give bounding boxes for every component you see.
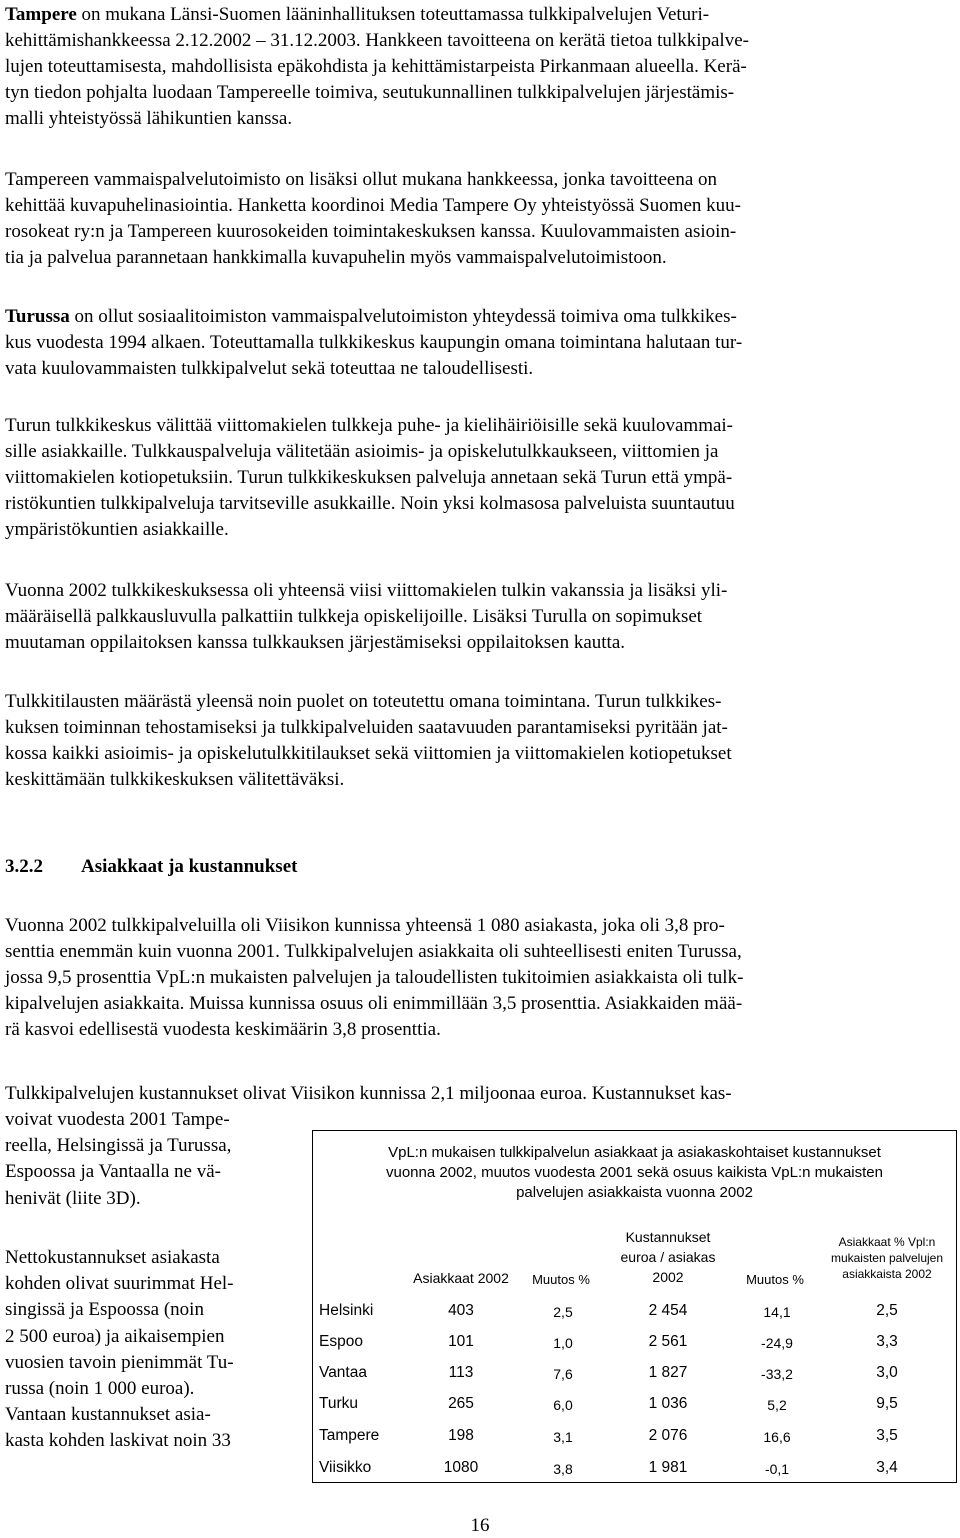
text-line: kus vuodesta 1994 alkaen. Toteuttamalla tulkkikeskus kaupungin omana toimintana halutaan tur- <box>5 332 743 353</box>
cell-kustannukset: 1 827 <box>648 1364 688 1381</box>
cell-osuus: 3,0 <box>876 1364 898 1381</box>
text-line: kossa kaikki asioimis- ja opiskelutulkkitilaukset sekä viittomien ja viittomakielen kotiopetukset <box>5 743 732 764</box>
paragraph-tampere-veturi <box>5 2 950 132</box>
cell-asiakkaat: 113 <box>448 1364 474 1381</box>
text-line: kehittämishankkeessa 2.12.2002 – 31.12.2003. Hankkeen tavoitteena on kerätä tietoa tulkkipalve- <box>5 30 749 51</box>
cell-kustannukset: 2 454 <box>648 1302 688 1319</box>
row-city: Tampere <box>319 1427 380 1444</box>
text-line: senttia enemmän kuin vuonna 2001. Tulkkipalvelujen asiakkaita oli suhteellisesti eniten Turussa, <box>5 941 742 962</box>
cell-asiakkaat: 1080 <box>443 1459 479 1476</box>
header-asiakkaat: Asiakkaat 2002 <box>413 1270 509 1286</box>
text-line: reella, Helsingissä ja Turussa, <box>5 1135 232 1157</box>
paragraph-kuvapuhelin <box>5 167 950 271</box>
row-city: Turku <box>319 1395 359 1412</box>
text-line: Vuonna 2002 tulkkikeskuksessa oli yhteensä viisi viittomakielen tulkin vakanssia ja lisäksi yli- <box>5 580 728 601</box>
header-muutos-1: Muutos % <box>532 1272 590 1287</box>
paragraph-turku-tulkkikeskus <box>5 304 950 382</box>
header-muutos-2: Muutos % <box>746 1272 804 1287</box>
table-caption: VpL:n mukaisen tulkkipalvelun asiakkaat ja asiakaskohtaiset kustannukset vuonna 2002, muutos vuodesta 2001 sekä osuus kaikista VpL:n mukaisten palvelujen asiakkaista vuonna 2002 <box>386 1144 883 1201</box>
text-line: Vuonna 2002 tulkkipalveluilla oli Viisikon kunnissa yhteensä 1 080 asiakasta, joka oli 3,8 pro- <box>5 915 725 936</box>
cell-kustannukset: 1 036 <box>648 1395 688 1412</box>
text-line: viittomakielen kotiopetuksiin. Turun tulkkikeskuksen palveluja annetaan sekä Turun että ympä- <box>5 467 733 488</box>
text-line: Tampere on mukana Länsi-Suomen lääninhallituksen toteuttamassa tulkkipalvelujen Veturi- <box>5 4 710 25</box>
text-line: Tulkkipalvelujen kustannukset olivat Viisikon kunnissa 2,1 miljoonaa euroa. Kustannukset kas- <box>5 1083 732 1104</box>
text-line: Nettokustannukset asiakasta <box>5 1247 220 1268</box>
text-line: kohden olivat suurimmat Hel- <box>5 1273 234 1295</box>
row-city: Vantaa <box>319 1364 367 1381</box>
cell-muutos-1: 3,1 <box>553 1429 573 1445</box>
cell-osuus: 9,5 <box>876 1395 898 1412</box>
text-line: kehittää kuvapuhelinasiointia. Hanketta koordinoi Media Tampere Oy yhteistyössä Suomen kuu- <box>5 195 741 216</box>
cell-muutos-1: 6,0 <box>553 1397 573 1413</box>
page-number: 16 <box>470 1515 490 1536</box>
cell-muutos-2: 5,2 <box>767 1397 787 1413</box>
text-line: Tulkkitilausten määrästä yleensä noin puolet on toteutettu omana toimintana. Turun tulkkikes- <box>5 691 722 712</box>
cell-muutos-1: 2,5 <box>553 1304 573 1320</box>
text-line: Tampereen vammaispalvelutoimisto on lisäksi ollut mukana hankkeessa, jonka tavoitteena on <box>5 169 718 190</box>
text-line: henivät (liite 3D). <box>5 1187 141 1209</box>
text-line: tyn tiedon pohjalta luodaan Tampereelle toimiva, seutukunnallinen tulkkipalvelujen järjestämis- <box>5 82 735 103</box>
cell-muutos-1: 7,6 <box>553 1366 573 1382</box>
paragraph-tulkkitilaukset <box>5 689 950 793</box>
cell-osuus: 3,5 <box>876 1427 898 1444</box>
cell-osuus: 3,4 <box>876 1459 898 1476</box>
cell-muutos-2: -33,2 <box>761 1366 793 1382</box>
paragraph-kustannukset-side <box>5 1107 305 1212</box>
cell-muutos-1: 1,0 <box>553 1335 573 1351</box>
text-line: Turun tulkkikeskus välittää viittomakielen tulkkeja puhe- ja kielihäiriöisille sekä kuulovammai- <box>5 415 734 436</box>
text-line: vuosien tavoin pienimmät Tu- <box>5 1351 234 1373</box>
text-line: rä kasvoi edellisestä vuodesta keskimäärin 3,8 prosenttia. <box>5 1019 441 1040</box>
text-line: Vantaan kustannukset asia- <box>5 1404 211 1426</box>
text-line: sille asiakkaille. Tulkkauspalveluja välitetään asioimis- ja opiskelutulkkaukseen, viittomien ja <box>5 441 719 462</box>
text-line: lujen toteuttamisesta, mahdollisista epäkohdista ja kehittämistarpeista Pirkanmaan alueella. Kerä- <box>5 56 747 77</box>
text-line: russa (noin 1 000 euroa). <box>5 1378 195 1400</box>
cell-asiakkaat: 265 <box>448 1395 474 1412</box>
cell-muutos-2: -24,9 <box>761 1335 793 1351</box>
paragraph-tulkkien-valitys <box>5 413 950 543</box>
clients-costs-table <box>312 1130 957 1483</box>
text-line: kasta kohden laskivat noin 33 <box>5 1430 231 1452</box>
text-line: muutaman oppilaitoksen kanssa tulkkauksen järjestämiseksi oppilaitoksen kautta. <box>5 632 626 653</box>
text-line: ristökuntien tulkkipalveluja tarvitseville asukkaille. Noin yksi kolmasosa palveluista suuntautuu <box>5 493 735 514</box>
text-line: kuksen toiminnan tehostamiseksi ja tulkkipalveluiden saatavuuden parantamiseksi pyritään jat- <box>5 717 728 738</box>
row-city: Helsinki <box>319 1302 374 1319</box>
text-line: Turussa on ollut sosiaalitoimiston vammaispalvelutoimiston yhteydessä toimiva oma tulkkikes- <box>5 306 737 327</box>
header-osuus: Asiakkaat % Vpl:n mukaisten palvelujen asiakkaista 2002 <box>830 1235 944 1281</box>
row-city: Viisikko <box>319 1459 372 1476</box>
paragraph-vakanssit <box>5 578 950 656</box>
text-line: Espoossa ja Vantaalla ne vä- <box>5 1161 221 1183</box>
cell-muutos-2: 14,1 <box>763 1304 791 1320</box>
text-line: rosokeat ry:n ja Tampereen kuurosokeiden toimintakeskuksen kanssa. Kuulovammaisten asioin- <box>5 221 737 242</box>
header-kustannukset: Kustannukset euroa / asiakas 2002 <box>620 1229 716 1285</box>
text-line: määräisellä palkkausluvulla palkattiin tulkkeja opiskelijoille. Lisäksi Turulla on sopimukset <box>5 606 703 627</box>
paragraph-nettokustannukset-side <box>5 1245 305 1455</box>
text-line: ympäristökuntien asiakkaille. <box>5 519 229 540</box>
paragraph-kustannukset-first-line <box>5 1081 950 1107</box>
cell-kustannukset: 2 561 <box>648 1333 688 1350</box>
text-line: malli yhteistyössä lähikuntien kanssa. <box>5 108 293 129</box>
section-number: 3.2.2 <box>5 856 43 877</box>
row-city: Espoo <box>319 1333 363 1350</box>
text-line: voivat vuodesta 2001 Tampe- <box>5 1109 230 1130</box>
cell-kustannukset: 1 981 <box>648 1459 688 1476</box>
text-line: vata kuulovammaisten tulkkipalvelut sekä toteuttaa ne taloudellisesti. <box>5 358 534 379</box>
text-line: kipalvelujen asiakkaita. Muissa kunnissa osuus oli enimmillään 3,5 prosenttia. Asiakkaiden mää- <box>5 993 743 1014</box>
text-line: keskittämään tulkkikeskuksen välitettäväksi. <box>5 769 345 790</box>
cell-asiakkaat: 403 <box>448 1302 474 1319</box>
cell-asiakkaat: 198 <box>448 1427 474 1444</box>
text-line: singissä ja Espoossa (noin <box>5 1299 204 1321</box>
cell-kustannukset: 2 076 <box>648 1427 688 1444</box>
text-line: tia ja palvelua parannetaan hankkimalla kuvapuhelin myös vammaispalvelutoimistoon. <box>5 247 667 268</box>
cell-muutos-2: 16,6 <box>763 1429 791 1445</box>
cell-muutos-1: 3,8 <box>553 1461 573 1477</box>
cell-osuus: 3,3 <box>876 1333 898 1350</box>
cell-asiakkaat: 101 <box>448 1333 474 1350</box>
cell-muutos-2: -0,1 <box>764 1461 790 1477</box>
text-line: jossa 9,5 prosenttia VpL:n mukaisten palvelujen ja taloudellisten tukitoimien asiakkaista oli tulk- <box>5 967 744 988</box>
text-line: 2 500 euroa) ja aikaisempien <box>5 1325 225 1347</box>
section-heading <box>5 856 297 878</box>
paragraph-asiakkaat <box>5 913 950 1043</box>
cell-osuus: 2,5 <box>876 1302 898 1319</box>
section-title: Asiakkaat ja kustannukset <box>81 856 298 877</box>
